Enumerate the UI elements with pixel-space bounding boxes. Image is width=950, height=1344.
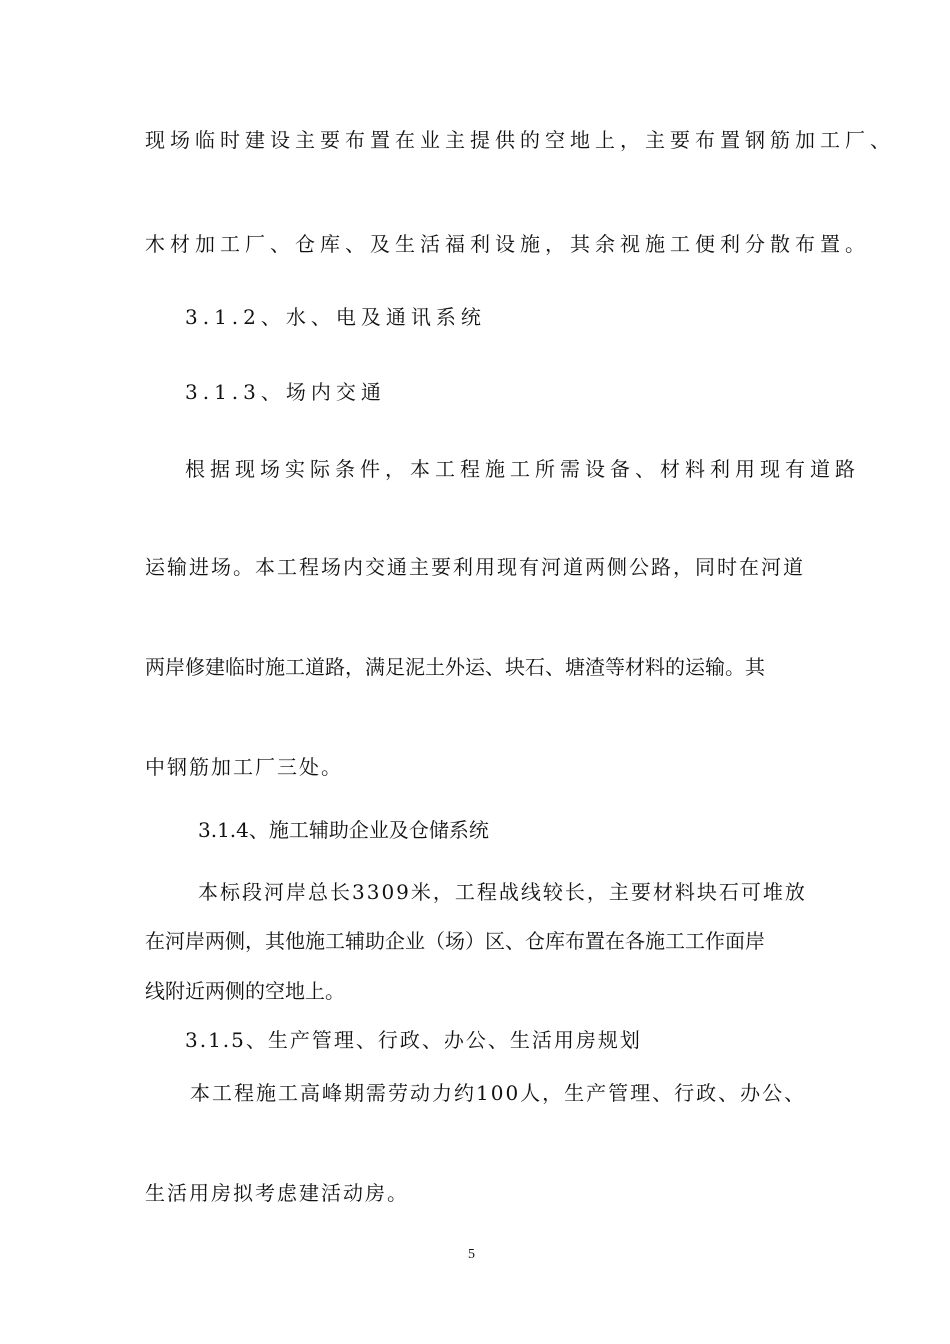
body-line-6: 运输进场。本工程场内交通主要利用现有河道两侧公路，同时在河道 [145,555,805,579]
body-line-2: 木材加工厂、仓库、及生活福利设施，其余视施工便利分散布置。 [145,232,870,256]
section-heading-3-1-4: 3.1.4、施工辅助企业及仓储系统 [198,818,489,842]
page-number: 5 [468,1247,475,1262]
section-heading-3-1-5: 3.1.5、生产管理、行政、办公、生活用房规划 [185,1028,642,1052]
body-line-5: 根据现场实际条件，本工程施工所需设备、材料利用现有道路 [185,457,860,481]
body-line-1: 现场临时建设主要布置在业主提供的空地上，主要布置钢筋加工厂、 [145,128,895,152]
body-line-7: 两岸修建临时施工道路，满足泥土外运、块石、塘渣等材料的运输。其 [145,655,765,679]
body-line-12: 线附近两侧的空地上。 [145,979,345,1003]
body-line-14: 本工程施工高峰期需劳动力约100人，生产管理、行政、办公、 [190,1081,807,1105]
body-line-8: 中钢筋加工厂三处。 [145,755,343,779]
body-line-15: 生活用房拟考虑建活动房。 [145,1181,409,1205]
section-heading-3-1-3: 3.1.3、场内交通 [185,380,386,404]
section-heading-3-1-2: 3.1.2、水、电及通讯系统 [185,305,486,329]
body-line-11: 在河岸两侧，其他施工辅助企业（场）区、仓库布置在各施工工作面岸 [145,929,765,953]
body-line-10: 本标段河岸总长3309米，工程战线较长，主要材料块石可堆放 [198,880,807,904]
